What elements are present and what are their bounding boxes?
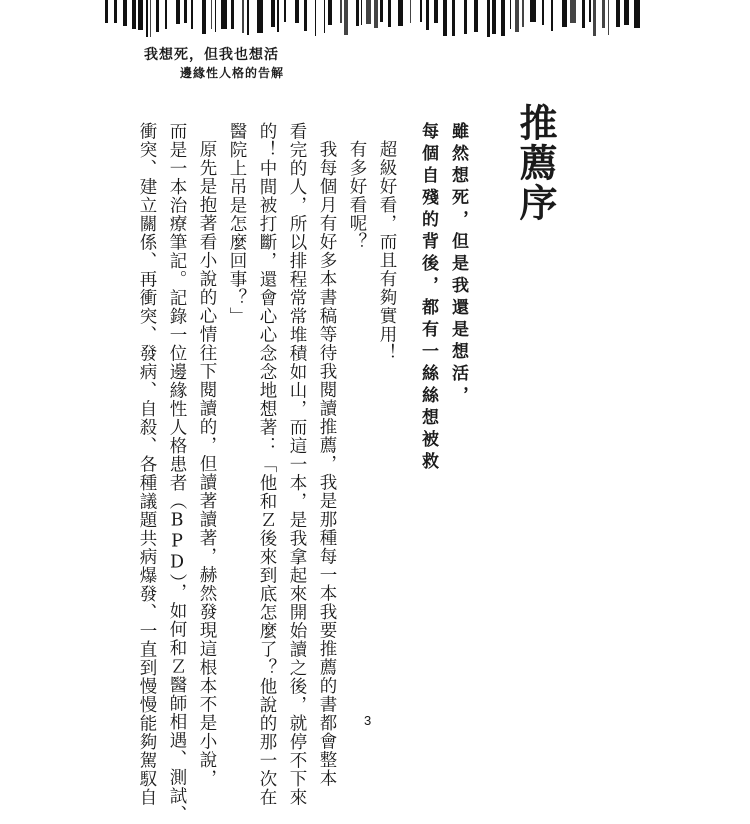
body-column: 的！中間被打斷，還會心心念念地想著：「他和Ｚ後來到底怎麼了？他說的那一次在 [257, 122, 277, 807]
body-column: 超級好看，而且有夠實用！ [377, 140, 397, 362]
body-column: 而是一本治療筆記。記錄一位邊緣性人格患者（BPD），如何和Ｚ醫師相遇、測試、 [167, 122, 187, 824]
decorative-banner [105, 0, 645, 38]
body-column: 看完的人，所以排程常常堆積如山，而這一本，是我拿起來開始讀之後，就停不下來 [287, 122, 307, 807]
running-header-subtitle: 邊緣性人格的告解 [180, 66, 285, 80]
body-column: 醫院上吊是怎麼回事？」 [227, 122, 247, 326]
body-column: 衝突、建立關係、再衝突、發病、自殺、各種議題共病爆發、一直到慢慢能夠駕馭自 [137, 122, 157, 807]
body-column: 我每個月有好多本書稿等待我閱讀推薦，我是那種每一本我要推薦的書都會整本 [317, 140, 337, 788]
body-column: 原先是抱著看小說的心情往下閱讀的，但讀著讀著，赫然發現這根本不是小說， [197, 140, 217, 788]
chapter-subtitle-line-1: 雖然想死，但是我還是想活， [448, 122, 468, 408]
running-header-title: 我想死，但我也想活 [144, 47, 279, 63]
page-number: 3 [364, 713, 372, 728]
chapter-title: 推薦序 [513, 103, 557, 223]
chapter-subtitle-line-2: 每個自殘的背後，都有一絲絲想被救 [418, 122, 438, 474]
body-column: 有多好看呢？ [347, 140, 367, 251]
